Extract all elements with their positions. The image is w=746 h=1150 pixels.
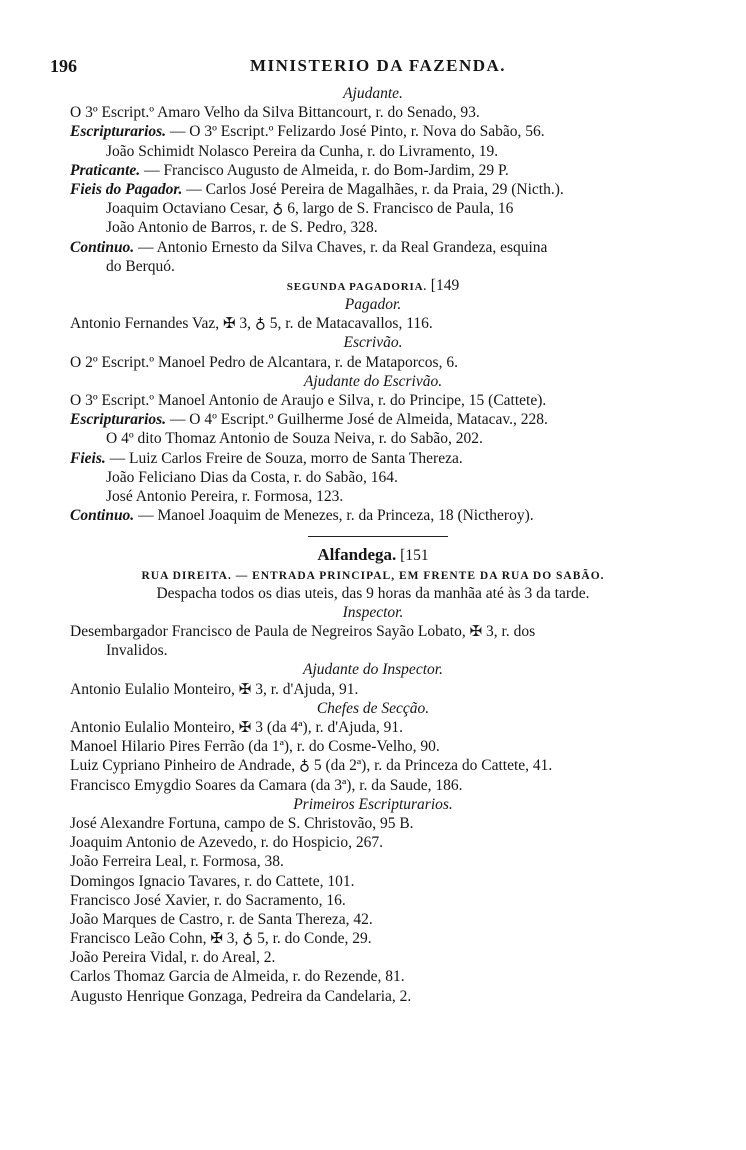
- entry-text: [149: [426, 276, 460, 294]
- entry-line: [0, 314, 746, 333]
- entry-text: 5, r. de Matacavallos, 116.: [265, 315, 433, 333]
- entry-text: — Manoel Joaquim de Menezes, r. da Princeza, 18 (Nictheroy).: [134, 507, 534, 525]
- entry-text: Luiz Cypriano Pinheiro de Andrade,: [70, 757, 300, 775]
- entry-text: Joaquim Octaviano Cesar,: [106, 200, 273, 218]
- entry-line: [0, 103, 746, 122]
- entry-line: [0, 468, 746, 487]
- entry-text: Domingos Ignacio Tavares, r. do Cattete, 101.: [70, 872, 355, 890]
- entry-label: Escripturarios.: [70, 411, 167, 429]
- entry-line: [0, 756, 746, 775]
- rose-order-icon: ♁: [299, 758, 310, 775]
- entry-text: João Ferreira Leal, r. Formosa, 38.: [70, 853, 284, 871]
- entry-line: [0, 122, 746, 141]
- entry-line: [0, 718, 746, 737]
- entry-line: [0, 218, 746, 237]
- entry-line: [0, 410, 746, 429]
- entry-line: [0, 814, 746, 833]
- section-heading: [0, 295, 746, 314]
- rose-order-icon: ♁: [272, 201, 284, 218]
- entry-text: Pagador.: [344, 296, 402, 314]
- section-heading: [0, 660, 746, 679]
- entry-line: [0, 238, 746, 257]
- entry-label: Fieis do Pagador.: [70, 180, 183, 198]
- section-heading: [0, 84, 746, 103]
- entry-label: Fieis.: [70, 449, 106, 467]
- entry-text: do Berquó.: [106, 257, 175, 275]
- section-heading: [0, 699, 746, 718]
- entry-text: — Carlos José Pereira de Magalhães, r. da Praia, 29 (Nicth.).: [182, 180, 564, 198]
- entry-line: [0, 737, 746, 756]
- entry-label: Escripturarios.: [70, 123, 167, 141]
- entry-line: [0, 929, 746, 948]
- entry-line: [0, 872, 746, 891]
- page-number: 196: [50, 56, 77, 76]
- entry-text: Antonio Eulalio Monteiro,: [70, 719, 239, 736]
- entry-label: Continuo.: [70, 238, 135, 256]
- section-heading: [0, 603, 746, 622]
- entry-line: [0, 987, 746, 1006]
- entry-text: Francisco José Xavier, r. do Sacramento, 16.: [70, 891, 346, 909]
- entry-text: 3,: [235, 315, 255, 333]
- entry-text: José Antonio Pereira, r. Formosa, 123.: [106, 487, 344, 505]
- entry-line: [0, 948, 746, 967]
- entry-text: Invalidos.: [106, 642, 168, 660]
- christ-order-icon: ✠: [210, 931, 223, 948]
- entry-line: [0, 180, 746, 199]
- entry-text: Francisco Leão Cohn,: [70, 930, 211, 948]
- entry-text: Augusto Henrique Gonzaga, Pedreira da Candelaria, 2.: [70, 987, 412, 1005]
- section-heading: [0, 333, 746, 352]
- entry-text: 3 (da 4ª), r. d'Ajuda, 91.: [251, 719, 404, 736]
- christ-order-icon: ✠: [238, 681, 252, 698]
- entry-text: [151: [396, 547, 429, 565]
- entry-line: [0, 622, 746, 641]
- entry-line: [0, 199, 746, 218]
- entry-text: 3, r. d'Ajuda, 91.: [251, 680, 359, 698]
- entry-text: Alfandega.: [317, 545, 397, 565]
- entry-text: Despacha todos os dias uteis, das 9 horas da manhãa até às 3 da tarde.: [156, 584, 590, 602]
- entry-text: O 4º dito Thomaz Antonio de Souza Neiva, r. do Sabão, 202.: [106, 430, 483, 448]
- section-heading: [0, 276, 746, 295]
- entry-text: — Luiz Carlos Freire de Souza, morro de Santa Thereza.: [105, 449, 463, 467]
- entry-line: [0, 161, 746, 180]
- section-heading: [0, 565, 746, 584]
- entry-text: Desembargador Francisco de Paula de Negreiros Sayão Lobato,: [70, 623, 470, 641]
- entry-text: SEGUNDA PAGADORIA.: [286, 280, 427, 293]
- entry-text: 5 (da 2ª), r. da Princeza do Cattete, 41.: [309, 757, 553, 775]
- entry-line: [0, 641, 746, 660]
- entry-text: 3, r. dos: [482, 623, 536, 641]
- entry-text: Escrivão.: [343, 334, 403, 352]
- christ-order-icon: ✠: [238, 720, 252, 736]
- entry-text: Inspector.: [342, 603, 404, 621]
- entry-line: [0, 680, 746, 699]
- section-heading: [0, 584, 746, 603]
- entry-text: Chefes de Secção.: [316, 699, 430, 717]
- running-title: MINISTERIO DA FAZENDA.: [249, 56, 507, 75]
- entry-line: [0, 142, 746, 161]
- entry-text: 5, r. do Conde, 29.: [253, 930, 372, 948]
- entry-line: [0, 487, 746, 506]
- rose-order-icon: ♁: [254, 316, 266, 333]
- entry-line: [0, 257, 746, 276]
- entry-text: O 3º Escript.º Amaro Velho da Silva Bittancourt, r. do Senado, 93.: [70, 104, 480, 122]
- entry-text: Antonio Eulalio Monteiro,: [70, 680, 239, 698]
- entry-text: RUA DIREITA. — ENTRADA PRINCIPAL, EM FRENTE DA RUA DO SABÃO.: [141, 569, 605, 582]
- section-heading: [0, 545, 746, 564]
- entry-line: [0, 391, 746, 410]
- entry-text: O 2º Escript.º Manoel Pedro de Alcantara, r. de Mataporcos, 6.: [70, 353, 458, 371]
- rose-order-icon: ♁: [242, 931, 254, 948]
- entry-text: — O 4º Escript.º Guilherme José de Almeida, Matacav., 228.: [166, 411, 548, 429]
- christ-order-icon: ✠: [222, 316, 236, 333]
- document-body: [0, 84, 746, 1006]
- entry-text: Antonio Fernandes Vaz,: [70, 315, 223, 333]
- entry-text: O 3º Escript.º Manoel Antonio de Araujo e Silva, r. do Principe, 15 (Cattete).: [70, 392, 547, 409]
- section-heading: [0, 795, 746, 814]
- entry-text: — Francisco Augusto de Almeida, r. do Bom-Jardim, 29 P.: [140, 161, 509, 179]
- entry-text: — Antonio Ernesto da Silva Chaves, r. da Real Grandeza, esquina: [134, 238, 548, 256]
- entry-text: Ajudante do Escrivão.: [303, 372, 443, 390]
- entry-text: João Pereira Vidal, r. do Areal, 2.: [70, 949, 276, 967]
- entry-line: [0, 891, 746, 910]
- entry-text: Carlos Thomaz Garcia de Almeida, r. do Rezende, 81.: [70, 968, 405, 986]
- section-heading: [0, 372, 746, 391]
- entry-text: 6, largo de S. Francisco de Paula, 16: [283, 200, 514, 218]
- entry-line: [0, 449, 746, 468]
- entry-text: Francisco Emygdio Soares da Camara (da 3ª), r. da Saude, 186.: [70, 776, 463, 794]
- entry-text: Ajudante do Inspector.: [303, 661, 443, 679]
- entry-line: [0, 967, 746, 986]
- entry-text: Ajudante.: [343, 85, 403, 102]
- section-divider: [0, 525, 746, 545]
- entry-label: Praticante.: [70, 161, 141, 179]
- entry-text: José Alexandre Fortuna, campo de S. Christovão, 95 B.: [70, 814, 414, 832]
- entry-label: Continuo.: [70, 507, 135, 525]
- page-header: [50, 56, 706, 80]
- entry-text: 3,: [222, 930, 243, 948]
- entry-text: — O 3º Escript.º Felizardo José Pinto, r. Nova do Sabão, 56.: [166, 123, 545, 141]
- entry-line: [0, 776, 746, 795]
- entry-line: [0, 852, 746, 871]
- christ-order-icon: ✠: [469, 624, 483, 641]
- entry-text: Primeiros Escripturarios.: [293, 795, 453, 813]
- entry-line: [0, 506, 746, 525]
- entry-line: [0, 833, 746, 852]
- entry-text: João Marques de Castro, r. de Santa Thereza, 42.: [70, 910, 373, 928]
- entry-text: Manoel Hilario Pires Ferrão (da 1ª), r. do Cosme-Velho, 90.: [70, 738, 440, 756]
- entry-text: João Schimidt Nolasco Pereira da Cunha, r. do Livramento, 19.: [106, 142, 499, 160]
- entry-text: Joaquim Antonio de Azevedo, r. do Hospicio, 267.: [70, 834, 383, 852]
- entry-text: João Feliciano Dias da Costa, r. do Sabão, 164.: [106, 468, 398, 486]
- entry-line: [0, 910, 746, 929]
- entry-line: [0, 429, 746, 448]
- entry-line: [0, 353, 746, 372]
- entry-text: João Antonio de Barros, r. de S. Pedro, 328.: [106, 219, 378, 237]
